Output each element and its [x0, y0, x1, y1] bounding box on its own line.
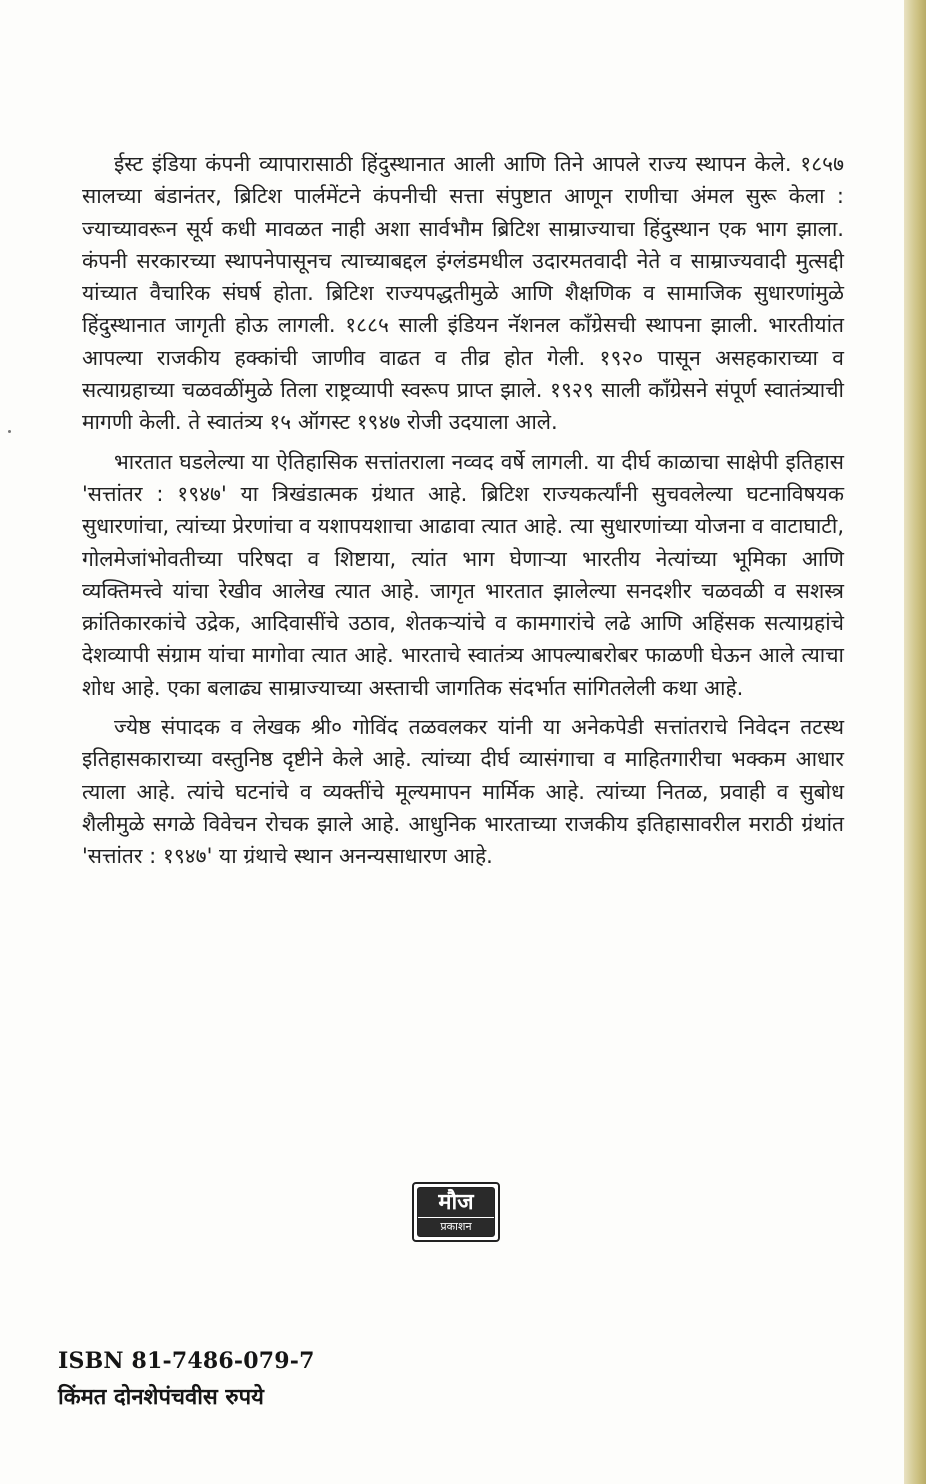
- isbn-number: ISBN 81-7486-079-7: [58, 1348, 315, 1374]
- publisher-logo: [412, 1182, 500, 1242]
- publisher-logo-name: मौज: [438, 1190, 474, 1215]
- publisher-logo-subtitle: प्रकाशन: [418, 1217, 494, 1236]
- publisher-logo-mark: [417, 1187, 495, 1237]
- book-page-edge: [904, 0, 926, 1484]
- book-price: किंमत दोनशेपंचवीस रुपये: [58, 1385, 264, 1410]
- blurb-paragraph-1: ईस्ट इंडिया कंपनी व्यापारासाठी हिंदुस्थानात आली आणि तिने आपले राज्य स्थापन केले. १८५७ सालच्या बंडानंतर, ब्रिटिश पार्लमेंटने कंपनीची सत्ता संपुष्टात आणून राणीचा अंमल सुरू केला : ज्याच्यावरून सूर्य कधी मावळत नाही अशा सार्वभौम ब्रिटिश साम्राज्याचा हिंदुस्थान एक भाग झाला. कंपनी सरकारच्या स्थापनेपासूनच त्याच्याबद्दल इंग्लंडमधील उदारमतवादी नेते व साम्राज्यवादी मुत्सद्दी यांच्यात वैचारिक संघर्ष होता. ब्रिटिश राज्यपद्धतीमुळे आणि शैक्षणिक व सामाजिक सुधारणांमुळे हिंदुस्थानात जागृती होऊ लागली. १८८५ साली इंडियन नॅशनल काँग्रेसची स्थापना झाली. भारतीयांत आपल्या राजकीय हक्कांची जाणीव वाढत व तीव्र होत गेली. १९२० पासून असहकाराच्या व सत्याग्रहाच्या चळवळींमुळे तिला राष्ट्रव्यापी स्वरूप प्राप्त झाले. १९२९ साली काँग्रेसने संपूर्ण स्वातंत्र्याची मागणी केली. ते स्वातंत्र्य १५ ऑगस्ट १९४७ रोजी उदयाला आले.: [82, 152, 844, 435]
- paper-speck: [8, 430, 11, 433]
- blurb-paragraph-2: भारतात घडलेल्या या ऐतिहासिक सत्तांतराला नव्वद वर्षे लागली. या दीर्घ काळाचा साक्षेपी इतिहास 'सत्तांतर : १९४७' या त्रिखंडात्मक ग्रंथात आहे. ब्रिटिश राज्यकर्त्यांनी सुचवलेल्या घटनाविषयक सुधारणांचा, त्यांच्या प्रेरणांचा व यशापयशाचा आढावा त्यात आहे. त्या सुधारणांच्या योजना व वाटाघाटी, गोलमेजांभोवतीच्या परिषदा व शिष्टाया, त्यांत भाग घेणाऱ्या भारतीय नेत्यांच्या भूमिका आणि व्यक्तिमत्त्वे यांचा रेखीव आलेख त्यात आहे. जागृत भारतात झालेल्या सनदशीर चळवळी व सशस्त्र क्रांतिकारकांचे उद्रेक, आदिवासींचे उठाव, शेतकऱ्यांचे व कामगारांचे लढे आणि अहिंसक सत्याग्रहांचे देशव्यापी संग्राम यांचा मागोवा त्यात आहे. भारताचे स्वातंत्र्य आपल्याबरोबर फाळणी घेऊन आले त्याचा शोध आहे. एका बलाढ्य साम्राज्याच्या अस्ताची जागतिक संदर्भात सांगितलेली कथा आहे.: [82, 449, 844, 700]
- blurb-paragraph-3: ज्येष्ठ संपादक व लेखक श्री० गोविंद तळवलकर यांनी या अनेकपेडी सत्तांतराचे निवेदन तटस्थ इतिहासकाराच्या वस्तुनिष्ठ दृष्टीने केले आहे. त्यांच्या दीर्घ व्यासंगाचा व माहितगारीचा भक्कम आधार त्याला आहे. त्यांचे घटनांचे व व्यक्तींचे मूल्यमापन मार्मिक आहे. त्यांच्या नितळ, प्रवाही व सुबोध शैलीमुळे सगळे विवेचन रोचक झाले आहे. आधुनिक भारताच्या राजकीय इतिहासावरील मराठी ग्रंथांत 'सत्तांतर : १९४७' या ग्रंथाचे स्थान अनन्यसाधारण आहे.: [82, 715, 844, 869]
- cover-blurb: [82, 148, 844, 880]
